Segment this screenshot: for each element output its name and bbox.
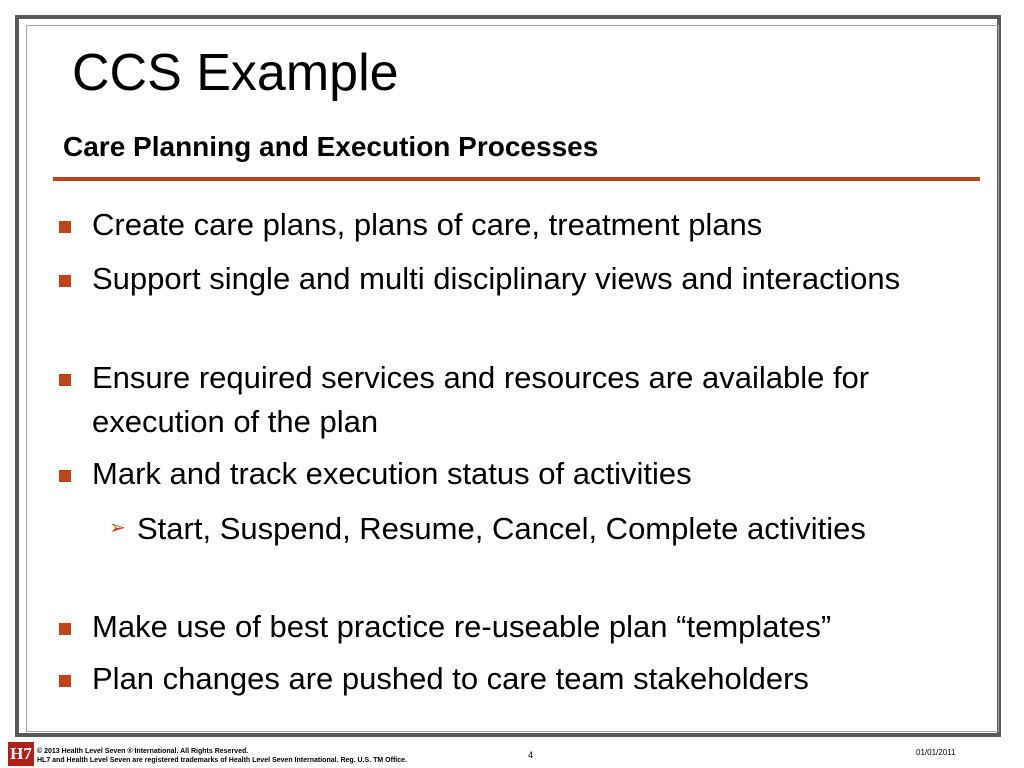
slide-title: CCS Example bbox=[72, 44, 399, 102]
square-bullet-icon bbox=[59, 275, 71, 287]
square-bullet-icon bbox=[59, 221, 71, 233]
square-bullet-icon bbox=[59, 675, 71, 687]
bullet-text: Create care plans, plans of care, treatment plans bbox=[92, 207, 763, 242]
title-divider bbox=[53, 177, 980, 181]
slide-subtitle: Care Planning and Execution Processes bbox=[63, 131, 599, 162]
arrowhead-bullet-icon: ➢ bbox=[109, 517, 126, 539]
hl7-logo: H7 bbox=[8, 742, 34, 766]
bullet-text: Make use of best practice re-useable plan “templates” bbox=[92, 609, 832, 644]
page-number: 4 bbox=[528, 750, 534, 760]
bullet-text: Mark and track execution status of activities bbox=[92, 456, 692, 491]
square-bullet-icon bbox=[59, 470, 71, 482]
square-bullet-icon bbox=[59, 374, 71, 386]
bullet-text: Ensure required services and resources are available for execution of the plan bbox=[92, 360, 870, 439]
slide-footer bbox=[0, 742, 1024, 768]
sub-bullet-text: Start, Suspend, Resume, Cancel, Complete activities bbox=[137, 511, 866, 546]
copyright-notice bbox=[37, 747, 407, 765]
bullet-text: Support single and multi disciplinary views and interactions bbox=[92, 261, 901, 296]
square-bullet-icon bbox=[59, 623, 71, 635]
copyright-line-1: © 2013 Health Level Seven ® International. All Rights Reserved. bbox=[37, 748, 249, 755]
bullet-text: Plan changes are pushed to care team stakeholders bbox=[92, 661, 809, 696]
copyright-line-2: HL7 and Health Level Seven are registered trademarks of Health Level Seven International. Reg. U.S. TM Office. bbox=[37, 757, 407, 764]
slide-date: 01/01/2011 bbox=[916, 748, 956, 757]
